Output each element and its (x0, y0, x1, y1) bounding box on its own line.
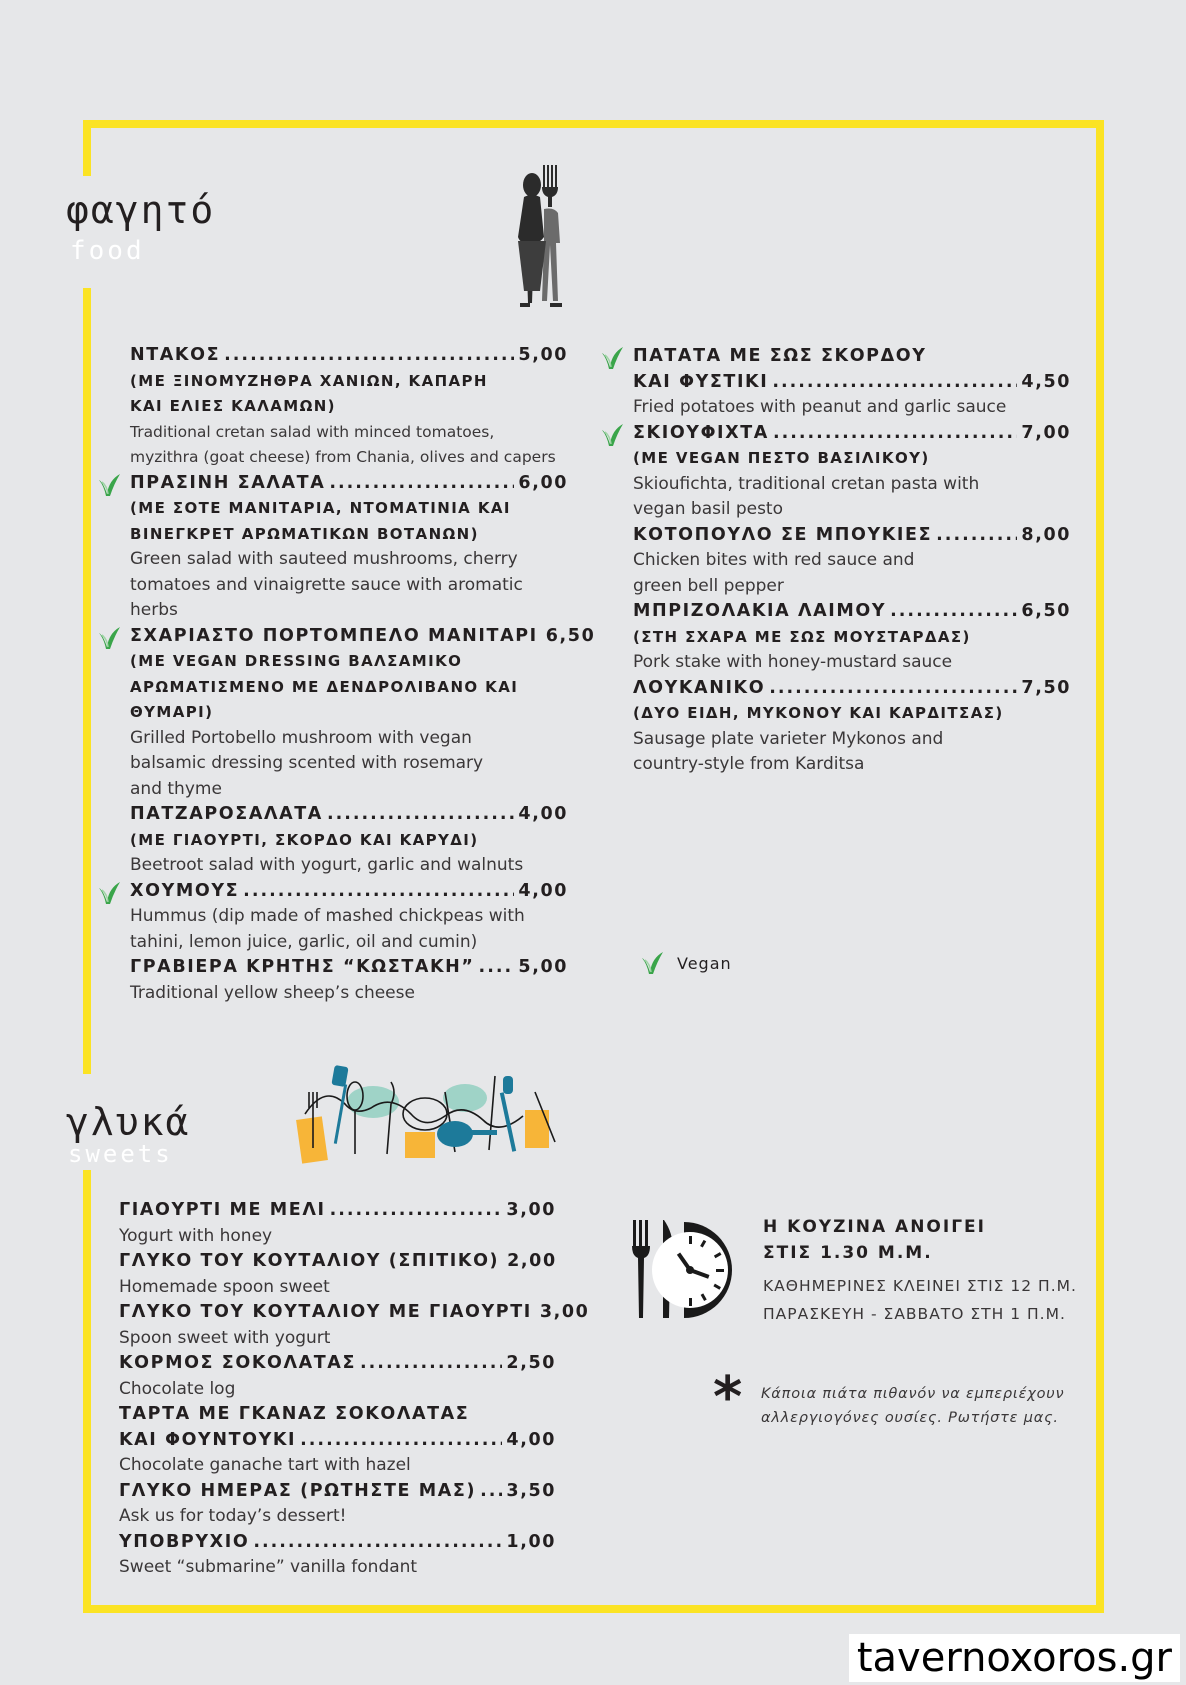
menu-item-price: 3,00 (506, 1200, 556, 1220)
menu-item-name: ΓΛΥΚΟ ΤΟΥ ΚΟΥΤΑΛΙΟΥ ΜΕ ΓΙΑΟΥΡΤΙ (119, 1302, 532, 1322)
menu-item-price: 6,00 (518, 472, 568, 493)
menu-item (130, 343, 568, 471)
frame-left-top (83, 120, 91, 176)
menu-item-name: ΣΧΑΡΙΑΣΤΟ ΠΟΡΤΟΜΠΕΛΟ ΜΑΝΙΤΑΡΙ (130, 625, 538, 646)
menu-item-name: ΓΡΑΒΙΕΡΑ ΚΡΗΤΗΣ “ΚΩΣΤΑΚΗ” (130, 957, 475, 977)
menu-item-description: tahini, lemon juice, garlic, oil and cumin) (130, 931, 478, 952)
menu-item-name: ΛΟΥΚΑΝΙΚΟ (633, 677, 766, 698)
menu-item-description: balsamic dressing scented with rosemary (130, 753, 484, 773)
menu-item-description: Fried potatoes with peanut and garlic sauce (633, 397, 1007, 417)
menu-item-price: 4,50 (1021, 371, 1071, 392)
menu-item-name-line (633, 370, 1071, 396)
menu-item (130, 471, 568, 624)
frame-left-middle (83, 288, 91, 1074)
menu-item (119, 1249, 556, 1300)
menu-item-description: Sausage plate varieter Mykonos and (633, 728, 944, 749)
menu-item-price: 3,00 (539, 1302, 590, 1322)
menu-item-description: Pork stake with honey-mustard sauce (633, 652, 953, 672)
food-title-greek: φαγητό (66, 188, 216, 232)
vegan-leaf-icon (599, 345, 625, 371)
menu-item (633, 676, 1071, 778)
allergy-note-line-1: Κάποια πιάτα πιθανόν να εμπεριέχουν (761, 1386, 1065, 1402)
menu-item-name-line (130, 879, 568, 905)
frame-bottom (83, 1605, 1104, 1613)
menu-item-name-line (633, 523, 1071, 549)
kitchen-utensils-illustration (295, 1062, 570, 1167)
menu-item-name-line (119, 1198, 556, 1224)
menu-item-name-line (130, 802, 568, 828)
menu-item-name-line (633, 421, 1071, 447)
menu-item (119, 1479, 556, 1530)
menu-item-description: country-style from Karditsa (633, 754, 865, 774)
food-left-column (130, 343, 596, 1006)
frame-right (1096, 120, 1104, 1613)
vegan-leaf-icon (96, 472, 122, 498)
menu-item-description: Chocolate ganache tart with hazel (119, 1455, 411, 1475)
vegan-leaf-icon (96, 880, 122, 906)
menu-item-description: Chicken bites with red sauce and (633, 550, 915, 570)
menu-item-description: Hummus (dip made of mashed chickpeas with (130, 906, 525, 926)
menu-item-price: 2,00 (507, 1251, 557, 1271)
menu-item-price: 6,50 (545, 625, 596, 646)
menu-item-name-line (633, 676, 1071, 702)
menu-item (130, 955, 568, 1006)
menu-item-description: herbs (130, 600, 178, 620)
menu-item-name-line (130, 955, 568, 981)
menu-item-price: 3,50 (506, 1480, 556, 1501)
allergy-note (761, 1382, 1064, 1430)
kitchen-hours (763, 1214, 1077, 1328)
menu-item-price: 5,00 (518, 345, 568, 365)
menu-item (119, 1351, 556, 1402)
menu-item-greek-note: ΑΡΩΜΑΤΙΣΜΕΝΟ ΜΕ ΔΕΝΔΡΟΛΙΒΑΝΟ ΚΑΙ ΘΥΜΑΡΙ) (130, 677, 519, 721)
vegan-leaf-icon (639, 950, 665, 976)
menu-item-price: 4,00 (518, 804, 568, 824)
menu-item-name-continued: ΚΑΙ ΦΟΥΝΤΟΥΚΙ (119, 1429, 297, 1450)
menu-item-description: Traditional cretan salad with minced tomatoes, (130, 422, 495, 441)
frame-left-bottom (83, 1170, 91, 1613)
menu-item-description: Skioufichta, traditional cretan pasta with (633, 473, 980, 494)
menu-item-description: Grilled Portobello mushroom with vegan (130, 727, 472, 748)
watermark: tavernoxoros.gr (849, 1634, 1180, 1682)
menu-item-description: Spoon sweet with yogurt (119, 1327, 331, 1348)
menu-item (633, 523, 1071, 600)
vegan-legend-label: Vegan (677, 953, 732, 973)
sweets-title-english: sweets (68, 1140, 173, 1168)
menu-item-name: ΓΛΥΚΟ ΤΟΥ ΚΟΥΤΑΛΙΟΥ (ΣΠΙΤΙΚΟ) (119, 1251, 500, 1271)
menu-item (119, 1300, 590, 1351)
vegan-legend (639, 950, 732, 976)
menu-item-greek-note: (ΜΕ ΞΙΝΟΜΥΖΗΘΡΑ ΧΑΝΙΩΝ, ΚΑΠΑΡΗ (130, 371, 488, 390)
menu-item-description: Chocolate log (119, 1378, 236, 1399)
menu-item-name: ΠΑΤΖΑΡΟΣΑΛΑΤΑ (130, 804, 323, 824)
menu-item (119, 1530, 556, 1581)
menu-item-greek-note: (ΔΥΟ ΕΙΔΗ, ΜΥΚΟΝΟΥ ΚΑΙ ΚΑΡΔΙΤΣΑΣ) (633, 704, 1004, 722)
menu-item-name-continued: ΚΑΙ ΦΥΣΤΙΚΙ (633, 371, 769, 392)
menu-item-price: 2,50 (506, 1353, 556, 1373)
menu-item-name-line (633, 344, 1071, 370)
menu-item-greek-note: (ΜΕ ΣΟΤΕ ΜΑΝΙΤΑΡΙΑ, ΝΤΟΜΑΤΙΝΙΑ ΚΑΙ (130, 499, 511, 517)
menu-item-name: ΧΟΥΜΟΥΣ (130, 880, 240, 901)
frame-top (83, 120, 1104, 128)
menu-item (633, 421, 1071, 523)
menu-item-description: Beetroot salad with yogurt, garlic and walnuts (130, 855, 524, 875)
menu-item (119, 1198, 556, 1249)
food-right-column (633, 344, 1071, 778)
menu-item-description: green bell pepper (633, 575, 784, 596)
menu-item (119, 1402, 556, 1479)
menu-item-name-line (119, 1351, 556, 1377)
food-title-english: food (70, 236, 145, 266)
kitchen-open-line-1: Η ΚΟΥΖΙΝΑ ΑΝΟΙΓΕΙ (763, 1217, 986, 1237)
menu-item-name-line (119, 1249, 556, 1275)
sweets-column (119, 1198, 590, 1581)
menu-item-description: vegan basil pesto (633, 499, 783, 519)
menu-item-name: ΓΙΑΟΥΡΤΙ ΜΕ ΜΕΛΙ (119, 1200, 326, 1220)
menu-item-greek-note: ΒΙΝΕΓΚΡΕΤ ΑΡΩΜΑΤΙΚΩΝ ΒΟΤΑΝΩΝ) (130, 524, 479, 543)
dancing-couple-illustration (510, 165, 570, 313)
menu-item-price: 7,00 (1021, 422, 1071, 443)
kitchen-weekday-hours: ΚΑΘΗΜΕΡΙΝΕΣ ΚΛΕΙΝΕΙ ΣΤΙΣ 12 Π.Μ. (763, 1277, 1077, 1295)
menu-item-greek-note: ΚΑΙ ΕΛΙΕΣ ΚΑΛΑΜΩΝ) (130, 397, 336, 415)
menu-item-name: ΤΑΡΤΑ ΜΕ ΓΚΑΝΑΖ ΣΟΚΟΛΑΤΑΣ (119, 1404, 470, 1424)
menu-item-price: 4,00 (518, 880, 568, 901)
menu-item-price: 4,00 (506, 1429, 556, 1450)
fork-knife-clock-icon (630, 1218, 742, 1322)
menu-item-price: 8,00 (1021, 524, 1071, 545)
menu-item-description: myzithra (goat cheese) from Chania, olives and capers (130, 448, 556, 466)
menu-item-price: 7,50 (1021, 677, 1071, 698)
menu-item-name: ΚΟΡΜΟΣ ΣΟΚΟΛΑΤΑΣ (119, 1353, 356, 1373)
menu-item (130, 624, 596, 803)
menu-item-price: 6,50 (1021, 601, 1071, 621)
menu-item-name-line (119, 1530, 556, 1556)
kitchen-open-line-2: ΣΤΙΣ 1.30 Μ.Μ. (763, 1243, 933, 1263)
menu-item-price: 1,00 (506, 1531, 556, 1552)
menu-item-name-line (130, 624, 596, 650)
menu-item-name-line (119, 1402, 556, 1428)
menu-item-greek-note: (ΜΕ VEGAN ΠΕΣΤΟ ΒΑΣΙΛΙΚΟΥ) (633, 449, 930, 467)
sweets-title-greek: γλυκά (66, 1100, 191, 1144)
asterisk-icon: * (713, 1365, 743, 1430)
menu-item-name-line (119, 1300, 590, 1326)
menu-item-name: ΣΚΙΟΥΦΙΧΤΑ (633, 422, 769, 443)
menu-item-greek-note: (ΣΤΗ ΣΧΑΡΑ ΜΕ ΣΩΣ ΜΟΥΣΤΑΡΔΑΣ) (633, 627, 971, 646)
menu-item-name: ΝΤΑΚΟΣ (130, 345, 221, 365)
menu-item-description: tomatoes and vinaigrette sauce with aromatic (130, 574, 523, 595)
menu-item-name: ΓΛΥΚΟ ΗΜΕΡΑΣ (ΡΩΤΗΣΤΕ ΜΑΣ) (119, 1480, 477, 1501)
menu-item-description: Traditional yellow sheep’s cheese (130, 982, 415, 1003)
allergy-note-line-2: αλλεργιογόνες ουσίες. Ρωτήστε μας. (761, 1410, 1059, 1426)
menu-item-name-line (130, 343, 568, 369)
menu-item (130, 879, 568, 956)
menu-item-name: ΠΡΑΣΙΝΗ ΣΑΛΑΤΑ (130, 472, 326, 493)
vegan-leaf-icon (96, 625, 122, 651)
menu-item (633, 344, 1071, 421)
menu-item-description: Yogurt with honey (119, 1225, 273, 1246)
menu-item (130, 802, 568, 879)
menu-item-name: ΥΠΟΒΡΥΧΙΟ (119, 1531, 250, 1552)
menu-item-name: ΠΑΤΑΤΑ ΜΕ ΣΩΣ ΣΚΟΡΔΟΥ (633, 346, 927, 366)
menu-item-description: Sweet “submarine” vanilla fondant (119, 1557, 418, 1577)
menu-item-name-line (119, 1479, 556, 1505)
menu-item-description: Homemade spoon sweet (119, 1276, 330, 1297)
menu-item-greek-note: (ΜΕ VEGAN DRESSING ΒΑΛΣΑΜΙΚΟ (130, 652, 463, 670)
kitchen-weekend-hours: ΠΑΡΑΣΚΕΥΗ - ΣΑΒΒΑΤΟ ΣΤΗ 1 Π.Μ. (763, 1305, 1066, 1323)
menu-item-name: ΚΟΤΟΠΟΥΛΟ ΣΕ ΜΠΟΥΚΙΕΣ (633, 524, 933, 545)
menu-item-greek-note: (ΜΕ ΓΙΑΟΥΡΤΙ, ΣΚΟΡΔΟ ΚΑΙ ΚΑΡΥΔΙ) (130, 830, 479, 849)
vegan-leaf-icon (599, 422, 625, 448)
menu-item-name-line (633, 599, 1071, 625)
menu-item-name: ΜΠΡΙΖΟΛΑΚΙΑ ΛΑΙΜΟΥ (633, 601, 887, 621)
menu-item-description: Green salad with sauteed mushrooms, cherry (130, 549, 518, 569)
menu-item-name-line (119, 1428, 556, 1454)
menu-item-name-line (130, 471, 568, 497)
menu-item-description: Ask us for today’s dessert! (119, 1506, 347, 1526)
menu-item-price: 5,00 (518, 957, 568, 977)
menu-item (633, 599, 1071, 676)
menu-item-description: and thyme (130, 778, 222, 799)
